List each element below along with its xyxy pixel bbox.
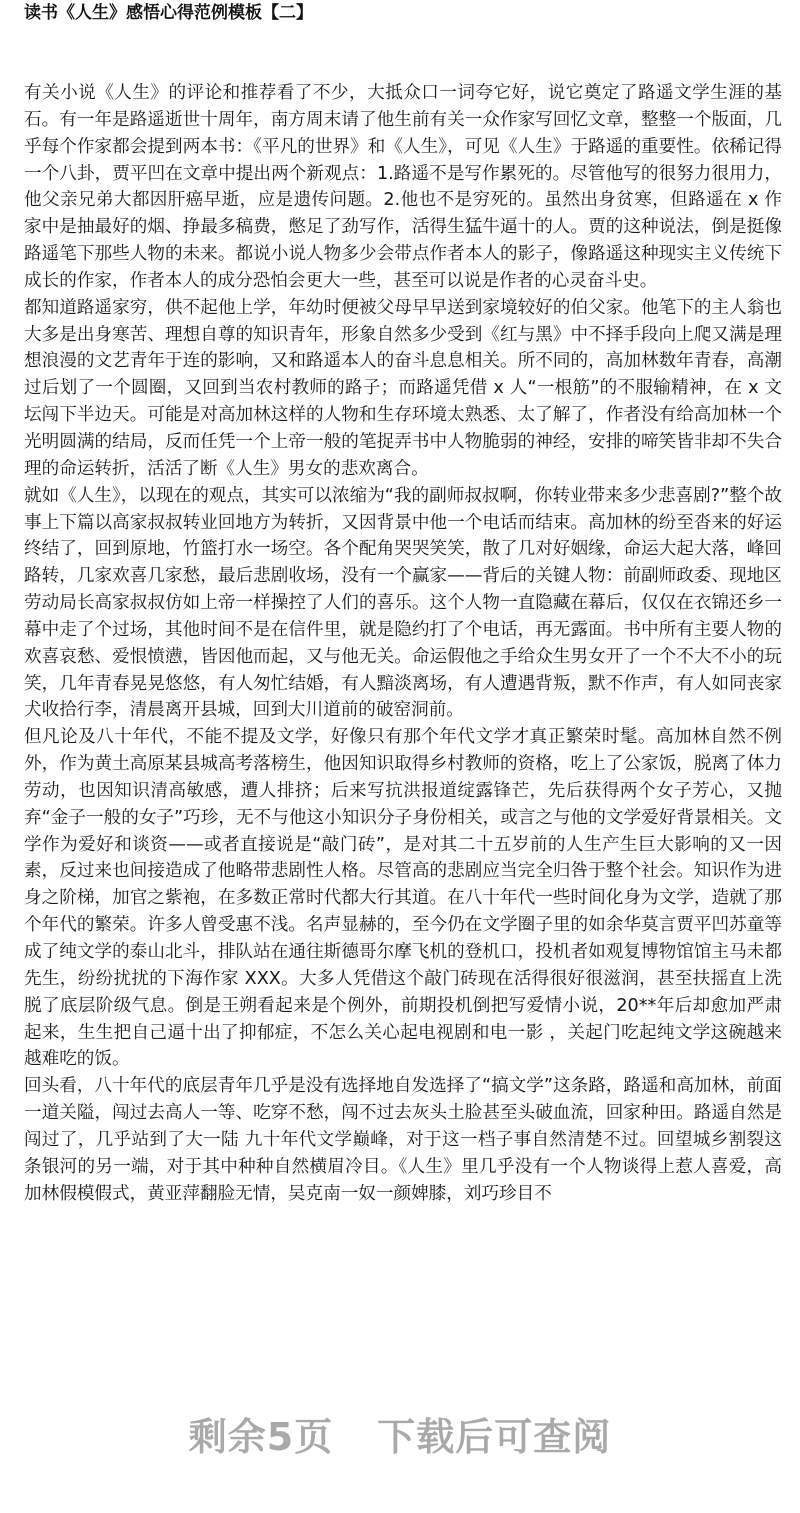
document-title: 读书《人生》感悟心得范例模板【二】 — [24, 3, 313, 23]
download-prompt-label[interactable]: 下载后可查阅 — [377, 1415, 612, 1459]
document-body — [24, 80, 782, 1315]
paragraph-2: 都知道路遥家穷，供不起他上学，年幼时便被父母早早送到家境较好的伯父家。他笔下的主人翁也大多是出身寒苦、理想自尊的知识青年，形象自然多少受到《红与黑》中不择手段向上爬又满是理想浪漫的文艺青年于连的影响，又和路遥本人的奋斗息息相关。所不同的，高加林数年青春，高潮过后划了一个圆圈，又回到当农村教师的路子；而路遥凭借 x 人“一根筋”的不服输精神，在 x 文坛闯下半边天。可能是对高加林这样的人物和生存环境太熟悉、太了解了，作者没有给高加林一个光明圆满的结局，反而任凭一个上帝一般的笔捉弄书中人物脆弱的神经，安排的啼笑皆非却不失合理的命运转折，活活了断《人生》男女的悲欢离合。 — [24, 297, 782, 479]
paragraph-4: 但凡论及八十年代，不能不提及文学，好像只有那个年代文学才真正繁荣时髦。高加林自然不例外，作为黄土高原某县城高考落榜生，他因知识取得乡村教师的资格，吃上了公家饭，脱离了体力劳动，也因知识清高敏感，遭人排挤；后来写抗洪报道绽露锋芒，先后获得两个女子芳心，又抛弃“金子一般的女子”巧珍，无不与他这小知识分子身份相关，或言之与他的文学爱好背景相关。文学作为爱好和谈资——或者直接说是“敲门砖”，是对其二十五岁前的人生产生巨大影响的又一因素，反过来也间接造成了他略带悲剧性人格。尽管高的悲剧应当完全归咎于整个社会。知识作为进身之阶梯，加官之紫袍，在多数正常时代都大行其道。在八十年代一些时间化身为文学，造就了那个年代的繁荣。许多人曾受惠不浅。名声显赫的，至今仍在文学圈子里的如余华莫言贾平凹苏童等成了纯文学的泰山北斗，排队站在通往斯德哥尔摩飞机的登机口，投机者如观复博物馆馆主马未都先生，纷纷扰扰的下海作家 XXX。大多人凭借这个敲门砖现在活得很好很滋润，甚至扶摇直上洗脱了底层阶级气息。倒是王朔看起来是个例外，前期投机倒把写爱情小说，20**年后却愈加严肃起来，生生把自己逼十出了抑郁症，不怎么关心起电视剧和电一影 ，关起门吃起纯文学这碗越来越难吃的饭。 — [24, 727, 782, 1070]
remaining-pages-label: 剩余5页 — [188, 1415, 334, 1459]
paragraph-5: 回头看，八十年代的底层青年几乎是没有选择地自发选择了“搞文学”这条路，路遥和高加林，前面一道关隘，闯过去高人一等、吃穿不愁，闯不过去灰头土脸甚至头破血流，回家种田。路遥自然是闯过了，几乎站到了大一陆 九十年代文学巅峰，对于这一档子事自然清楚不过。回望城乡割裂这条银河的另一端，对于其中种种自然横眉冷目。《人生》里几乎没有一个人物谈得上惹人喜爱，高加林假模假式，黄亚萍翻脸无情，吴克南一奴一颜婢膝，刘巧珍目不 — [24, 1076, 782, 1204]
download-banner[interactable] — [0, 1412, 800, 1462]
paragraph-1: 有关小说《人生》的评论和推荐看了不少，大抵众口一词夸它好，说它奠定了路遥文学生涯的基石。有一年是路遥逝世十周年，南方周末请了他生前有关一众作家写回忆文章，整整一个版面，几乎每个作家都会提到两本书：《平凡的世界》和《人生》，可见《人生》于路遥的重要性。依稀记得一个八卦，贾平凹在文章中提出两个新观点：1.路遥不是写作累死的。尽管他写的很努力很用力，他父亲兄弟大都因肝癌早逝，应是遗传问题。2.他也不是穷死的。虽然出身贫寒，但路遥在 x 作家中是抽最好的烟、挣最多稿费，憋足了劲写作，活得生猛牛逼十的人。贾的这种说法，倒是挺像路遥笔下那些人物的未来。都说小说人物多少会带点作者本人的影子，像路遥这种现实主义传统下成长的作家，作者本人的成分恐怕会更大一些，甚至可以说是作者的心灵奋斗史。 — [24, 83, 782, 291]
paragraph-3: 就如《人生》，以现在的观点，其实可以浓缩为“我的副师叔叔啊，你转业带来多少悲喜剧?”整个故事上下篇以高家叔叔转业回地方为转折，又因背景中他一个电话而结束。高加林的纷至沓来的好运终结了，回到原地，竹篮打水一场空。各个配角哭哭笑笑，散了几对好姻缘，命运大起大落，峰回路转，几家欢喜几家愁，最后悲剧收场，没有一个赢家——背后的关键人物：前副师政委、现地区劳动局长高家叔叔仿如上帝一样操控了人们的喜乐。这个人物一直隐藏在幕后，仅仅在衣锦还乡一幕中走了个过场，其他时间不是在信件里，就是隐约打了个电话，再无露面。书中所有主要人物的欢喜哀愁、爱恨愤懑，皆因他而起，又与他无关。命运假他之手给众生男女开了一个不大不小的玩笑，几年青春晃晃悠悠，有人匆忙结婚，有人黯淡离场，有人遭遇背叛，默不作声，有人如同丧家犬收拾行李，清晨离开县城，回到大川道前的破窑洞前。 — [24, 485, 782, 721]
